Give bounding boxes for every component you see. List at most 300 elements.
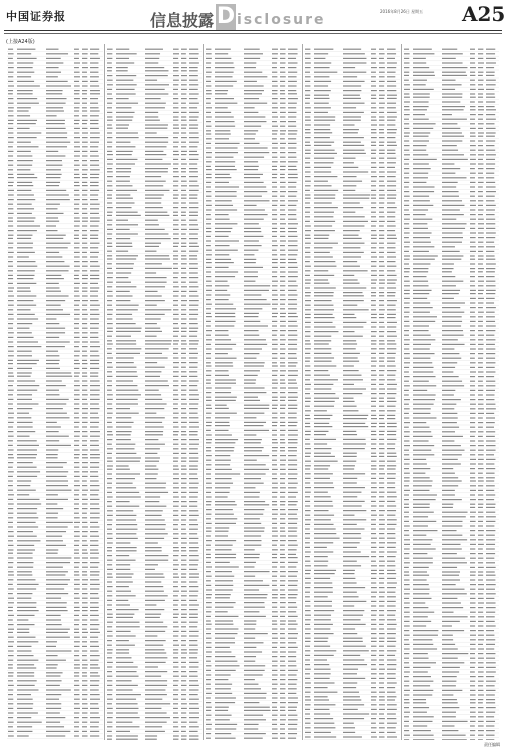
table-cell-text — [478, 427, 483, 428]
table-cell-text — [343, 67, 355, 68]
table-cell-text — [74, 522, 80, 523]
table-cell-text — [46, 637, 70, 638]
table-cell-text — [288, 728, 297, 729]
table-cell-text — [343, 561, 357, 562]
table-cell-text — [145, 666, 158, 667]
table-cell-text — [442, 335, 464, 336]
table-cell-text — [486, 228, 495, 229]
table-cell-text — [181, 151, 187, 152]
table-cell-text — [116, 569, 130, 570]
table-cell-text — [107, 251, 112, 252]
table-cell-text — [107, 645, 112, 646]
table-cell-text — [215, 166, 235, 167]
table-cell-text — [82, 499, 88, 500]
table-cell-text — [288, 205, 296, 206]
table-cell-text — [206, 214, 211, 215]
table-cell-text — [206, 321, 211, 322]
table-cell-text — [413, 242, 431, 243]
table-cell-text — [107, 591, 112, 592]
table-cell-text — [90, 619, 98, 620]
table-cell-text — [90, 332, 98, 333]
table-cell-text — [379, 699, 385, 700]
table-cell-text — [305, 270, 310, 271]
table-cell-text — [215, 527, 229, 528]
table-cell-text — [46, 328, 65, 329]
table-cell-text — [46, 225, 56, 226]
table-cell-text — [244, 715, 263, 716]
table-cell-text — [470, 427, 475, 428]
table-cell-text — [288, 531, 297, 532]
table-cell-text — [181, 529, 186, 530]
table-cell-text — [206, 362, 211, 363]
table-cell-text — [280, 707, 285, 708]
table-cell-text — [17, 132, 41, 133]
table-cell-text — [206, 469, 211, 470]
table-cell-text — [74, 689, 79, 690]
table-cell-text — [272, 250, 277, 251]
table-cell-text — [305, 85, 310, 86]
table-cell-text — [17, 703, 33, 704]
table-cell-text — [90, 598, 99, 599]
table-cell-text — [387, 261, 395, 262]
table-cell-text — [8, 641, 14, 642]
table-cell-text — [371, 326, 376, 327]
table-cell-text — [17, 291, 31, 292]
table-cell-text — [145, 399, 162, 400]
table-cell-text — [244, 267, 263, 268]
table-cell-text — [442, 399, 461, 400]
table-cell-text — [379, 682, 384, 683]
table-cell-text — [215, 589, 233, 590]
table-cell-text — [379, 736, 385, 737]
table-row — [304, 704, 400, 707]
table-cell-text — [272, 518, 277, 519]
table-row — [304, 247, 400, 250]
table-cell-text — [404, 49, 409, 50]
table-cell-text — [107, 617, 113, 618]
table-cell-text — [305, 300, 311, 301]
table-cell-text — [90, 680, 99, 681]
table-row — [7, 266, 103, 269]
table-cell-text — [305, 478, 311, 479]
table-cell-text — [371, 252, 376, 253]
table-cell-text — [74, 531, 80, 532]
table-cell-text — [82, 372, 87, 373]
table-cell-text — [272, 304, 278, 305]
table-cell-text — [442, 459, 458, 460]
table-cell-text — [215, 93, 227, 94]
table-cell-text — [215, 379, 236, 380]
table-cell-text — [371, 718, 376, 719]
table-cell-text — [314, 418, 330, 419]
table-row — [7, 717, 103, 720]
table-cell-text — [90, 151, 98, 152]
table-cell-text — [272, 642, 278, 643]
table-cell-text — [371, 142, 376, 143]
table-cell-text — [17, 90, 33, 91]
table-cell-text — [343, 453, 357, 454]
table-cell-text — [272, 566, 277, 567]
table-row — [106, 272, 202, 275]
table-cell-text — [387, 103, 396, 104]
table-cell-text — [404, 298, 410, 299]
table-cell-text — [206, 460, 211, 461]
table-cell-text — [305, 696, 310, 697]
table-cell-text — [413, 353, 435, 354]
table-cell-text — [215, 290, 227, 291]
table-cell-text — [181, 501, 187, 502]
table-cell-text — [107, 735, 112, 736]
table-cell-text — [379, 202, 384, 203]
table-cell-text — [46, 363, 59, 364]
table-row — [106, 680, 202, 683]
table-cell-text — [17, 471, 40, 472]
table-cell-text — [404, 263, 409, 264]
table-row — [106, 524, 202, 527]
table-cell-text — [181, 343, 187, 344]
table-cell-text — [288, 325, 298, 326]
table-cell-text — [478, 385, 483, 386]
table-cell-text — [244, 285, 270, 286]
table-cell-text — [181, 652, 187, 653]
table-row — [304, 501, 400, 504]
table-cell-text — [173, 202, 179, 203]
table-cell-text — [442, 219, 456, 220]
table-cell-text — [470, 62, 475, 63]
table-cell-text — [74, 422, 79, 423]
table-cell-text — [442, 271, 452, 272]
table-row — [106, 286, 202, 289]
table-cell-text — [288, 362, 298, 363]
table-cell-text — [145, 457, 160, 458]
table-cell-text — [280, 620, 286, 621]
table-cell-text — [371, 295, 376, 296]
table-cell-text — [272, 90, 278, 91]
table-cell-text — [379, 322, 384, 323]
table-cell-text — [189, 137, 199, 138]
table-cell-text — [280, 545, 285, 546]
table-cell-text — [145, 159, 162, 160]
table-cell-text — [116, 176, 130, 177]
table-cell-text — [244, 271, 258, 272]
table-cell-text — [272, 362, 277, 363]
table-cell-text — [145, 371, 161, 372]
table-cell-text — [305, 283, 311, 284]
table-cell-text — [189, 357, 197, 358]
table-row — [205, 684, 301, 687]
table-cell-text — [145, 501, 159, 502]
table-cell-text — [478, 219, 484, 220]
table-cell-text — [74, 213, 79, 214]
table-row — [106, 75, 202, 78]
table-cell-text — [305, 275, 310, 276]
table-row — [205, 267, 301, 270]
table-cell-text — [181, 58, 186, 59]
table-cell-text — [371, 461, 376, 462]
table-cell-text — [206, 580, 211, 581]
table-cell-text — [272, 594, 278, 595]
table-cell-text — [206, 594, 212, 595]
table-cell-text — [173, 362, 179, 363]
table-cell-text — [74, 217, 80, 218]
table-row — [106, 207, 202, 210]
table-cell-text — [206, 290, 212, 291]
table-cell-text — [478, 335, 484, 336]
table-cell-text — [387, 704, 397, 705]
table-cell-text — [74, 300, 80, 301]
table-row — [106, 703, 202, 706]
table-cell-text — [442, 67, 467, 68]
table-cell-text — [442, 251, 460, 252]
table-cell-text — [486, 173, 494, 174]
table-cell-text — [404, 154, 410, 155]
table-cell-text — [145, 112, 158, 113]
table-cell-text — [387, 496, 397, 497]
table-cell-text — [107, 62, 112, 63]
table-cell-text — [470, 358, 475, 359]
table-cell-text — [371, 176, 377, 177]
table-row — [403, 353, 499, 356]
table-cell-text — [413, 445, 434, 446]
table-row — [205, 182, 301, 185]
table-cell-text — [181, 439, 187, 440]
table-cell-text — [82, 403, 88, 404]
table-cell-text — [404, 67, 409, 68]
table-cell-text — [371, 76, 376, 77]
table-cell-text — [486, 49, 495, 50]
table-cell-text — [244, 514, 263, 515]
table-cell-text — [189, 640, 197, 641]
table-cell-text — [8, 256, 13, 257]
table-cell-text — [173, 533, 179, 534]
table-cell-text — [470, 80, 475, 81]
table-cell-text — [181, 631, 186, 632]
table-row — [304, 692, 400, 695]
table-cell-text — [189, 448, 198, 449]
table-cell-text — [413, 490, 429, 491]
table-cell-text — [272, 531, 278, 532]
table-row — [7, 503, 103, 506]
table-cell-text — [74, 190, 79, 191]
table-cell-text — [90, 399, 100, 400]
table-cell-text — [343, 98, 361, 99]
table-cell-text — [181, 662, 186, 663]
table-cell-text — [90, 494, 98, 495]
table-cell-text — [379, 375, 384, 376]
table-cell-text — [8, 146, 13, 147]
table-cell-text — [206, 417, 211, 418]
table-cell-text — [379, 478, 384, 479]
table-cell-text — [189, 328, 198, 329]
table-cell-text — [486, 385, 495, 386]
table-cell-text — [305, 90, 310, 91]
table-cell-text — [173, 394, 178, 395]
table-cell-text — [74, 417, 79, 418]
table-row — [7, 81, 103, 84]
table-row — [205, 214, 301, 217]
table-cell-text — [189, 103, 199, 104]
table-row — [403, 463, 499, 466]
table-cell-text — [116, 98, 129, 99]
table-cell-text — [17, 305, 36, 306]
table-cell-text — [189, 263, 198, 264]
table-cell-text — [404, 114, 410, 115]
table-cell-text — [280, 93, 285, 94]
table-cell-text — [314, 501, 332, 502]
table-cell-text — [343, 194, 370, 195]
table-cell-text — [387, 190, 396, 191]
table-cell-text — [371, 542, 376, 543]
table-cell-text — [82, 295, 88, 296]
table-cell-text — [206, 531, 211, 532]
table-cell-text — [116, 212, 138, 213]
table-cell-text — [46, 503, 57, 504]
table-cell-text — [343, 225, 364, 226]
table-cell-text — [145, 622, 163, 623]
table-cell-text — [8, 413, 14, 414]
table-cell-text — [442, 123, 457, 124]
table-row — [205, 460, 301, 463]
table-row — [304, 384, 400, 387]
table-cell-text — [413, 390, 427, 391]
table-cell-text — [305, 116, 310, 117]
table-cell-text — [107, 215, 112, 216]
table-cell-text — [314, 235, 329, 236]
table-cell-text — [288, 693, 296, 694]
table-cell-text — [181, 735, 187, 736]
table-row — [106, 506, 202, 509]
table-cell-text — [280, 450, 285, 451]
table-cell-text — [173, 529, 178, 530]
table-cell-text — [486, 490, 494, 491]
table-cell-text — [486, 101, 495, 102]
table-cell-text — [314, 692, 337, 693]
table-cell-text — [90, 142, 99, 143]
table-cell-text — [181, 431, 186, 432]
table-cell-text — [17, 545, 34, 546]
table-cell-text — [215, 607, 234, 608]
table-cell-text — [74, 610, 80, 611]
table-cell-text — [343, 379, 363, 380]
table-cell-text — [189, 309, 198, 310]
table-cell-text — [173, 560, 178, 561]
table-cell-text — [478, 339, 483, 340]
table-cell-text — [343, 482, 357, 483]
table-cell-text — [74, 672, 79, 673]
table-cell-text — [478, 209, 484, 210]
table-cell-text — [379, 619, 385, 620]
table-cell-text — [379, 270, 384, 271]
table-cell-text — [46, 567, 63, 568]
table-cell-text — [478, 223, 484, 224]
table-cell-text — [343, 261, 357, 262]
table-cell-text — [305, 533, 310, 534]
table-cell-text — [478, 293, 483, 294]
table-cell-text — [371, 185, 376, 186]
table-cell-text — [82, 513, 87, 514]
table-cell-text — [280, 397, 286, 398]
table-cell-text — [371, 619, 376, 620]
table-cell-text — [244, 245, 262, 246]
table-cell-text — [90, 93, 100, 94]
table-cell-text — [74, 476, 80, 477]
table-cell-text — [189, 739, 198, 740]
table-cell-text — [343, 317, 356, 318]
table-cell-text — [244, 656, 256, 657]
table-cell-text — [486, 232, 496, 233]
table-cell-text — [305, 673, 310, 674]
table-cell-text — [189, 617, 198, 618]
table-cell-text — [189, 215, 198, 216]
table-cell-text — [272, 496, 277, 497]
table-cell-text — [116, 58, 129, 59]
table-cell-text — [46, 660, 66, 661]
table-cell-text — [173, 98, 178, 99]
table-cell-text — [116, 116, 133, 117]
table-cell-text — [413, 128, 433, 129]
table-cell-text — [486, 219, 495, 220]
table-row — [205, 325, 301, 328]
table-cell-text — [272, 469, 278, 470]
table-row — [205, 688, 301, 691]
table-cell-text — [305, 628, 311, 629]
table-cell-text — [46, 735, 65, 736]
table-row — [304, 150, 400, 156]
table-cell-text — [478, 214, 483, 215]
table-cell-text — [116, 510, 133, 511]
table-cell-text — [244, 549, 255, 550]
table-cell-text — [387, 216, 395, 217]
table-cell-text — [82, 146, 88, 147]
table-cell-text — [371, 221, 377, 222]
table-cell-text — [46, 199, 70, 200]
table-cell-text — [305, 415, 310, 416]
table-cell-text — [404, 177, 409, 178]
table-row — [205, 665, 301, 668]
table-cell-text — [314, 238, 328, 239]
table-cell-text — [181, 89, 187, 90]
table-cell-text — [17, 650, 31, 651]
table-cell-text — [173, 238, 179, 239]
table-cell-text — [470, 196, 475, 197]
table-cell-text — [280, 147, 285, 148]
table-cell-text — [107, 168, 112, 169]
table-cell-text — [46, 699, 59, 700]
table-cell-text — [387, 524, 396, 525]
table-cell-text — [314, 340, 331, 341]
table-cell-text — [387, 592, 395, 593]
table-cell-text — [74, 536, 80, 537]
table-cell-text — [90, 291, 98, 292]
table-cell-text — [215, 276, 235, 277]
table-cell-text — [74, 368, 79, 369]
table-cell-text — [8, 494, 14, 495]
table-cell-text — [189, 569, 197, 570]
table-cell-text — [314, 243, 338, 244]
table-row — [106, 473, 202, 476]
table-cell-text — [74, 120, 80, 121]
table-cell-text — [379, 565, 385, 566]
table-row — [106, 268, 202, 271]
table-cell-text — [413, 440, 429, 441]
table-cell-text — [371, 365, 376, 366]
table-cell-text — [189, 600, 197, 601]
table-cell-text — [288, 571, 298, 572]
table-cell-text — [173, 680, 178, 681]
table-cell-text — [404, 463, 410, 464]
table-cell-text — [206, 738, 211, 739]
table-cell-text — [288, 702, 298, 703]
